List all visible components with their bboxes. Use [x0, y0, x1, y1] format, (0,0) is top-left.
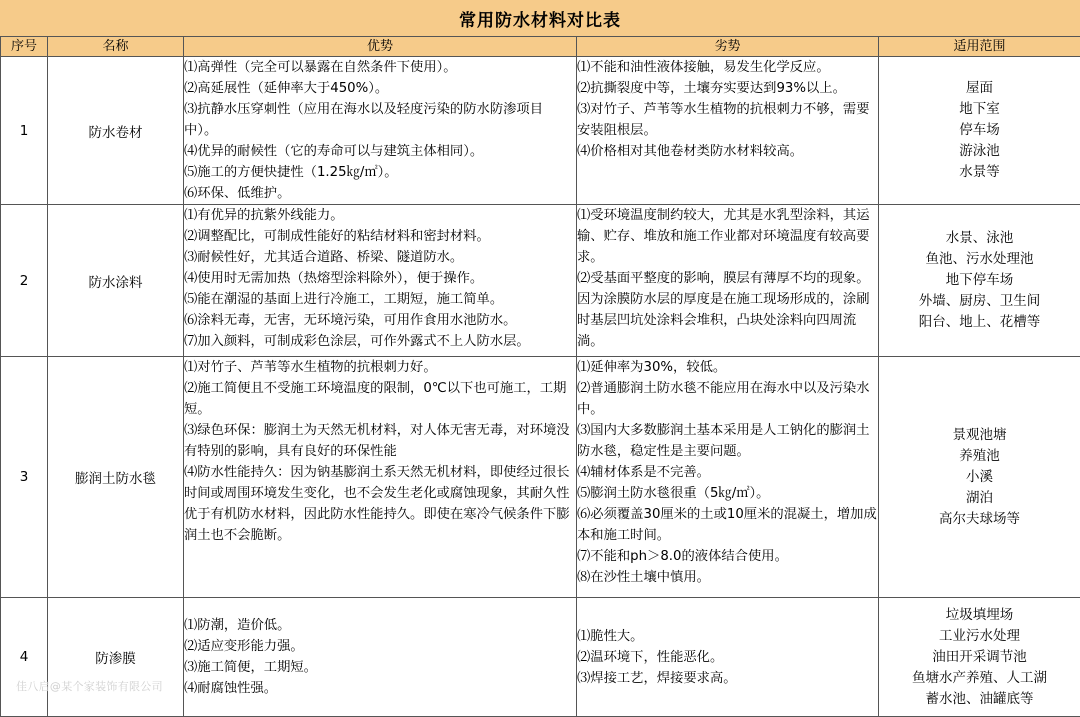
- advantages-cell: [184, 357, 577, 598]
- scope-item: 工业污水处理: [879, 626, 1080, 647]
- advantages-cell: [184, 598, 577, 717]
- table-row: [1, 357, 1080, 598]
- header-name: 名称: [48, 37, 184, 57]
- disadvantage-item: ⑴受环境温度制约较大，尤其是水乳型涂料，其运输、贮存、堆放和施工作业都对环境温度有较高要求。: [577, 205, 878, 268]
- advantage-item: ⑵适应变形能力强。: [184, 636, 576, 657]
- disadvantage-item: ⑹必须覆盖30厘米的土或10厘米的混凝土，增加成本和施工时间。: [577, 504, 878, 546]
- disadvantage-item: ⑵温环境下，性能恶化。: [577, 647, 878, 668]
- scope-item: 鱼池、污水处理池: [879, 249, 1080, 270]
- disadvantage-item: ⑵受基面平整度的影响，膜层有薄厚不均的现象。因为涂膜防水层的厚度是在施工现场形成的，涂刷时基层凹坑处涂料会堆积，凸块处涂料向四周流淌。: [577, 268, 878, 352]
- header-advantages: 优势: [184, 37, 577, 57]
- scope-item: 外墙、厨房、卫生间: [879, 291, 1080, 312]
- disadvantage-item: ⑴不能和油性液体接触，易发生化学反应。: [577, 57, 878, 78]
- advantage-item: ⑵施工简便且不受施工环境温度的限制，0℃以下也可施工，工期短。: [184, 378, 576, 420]
- material-name: 膨润土防水毯: [48, 357, 184, 598]
- disadvantage-item: ⑸膨润土防水毯很重（5㎏/㎡）。: [577, 483, 878, 504]
- advantage-item: ⑴防潮，造价低。: [184, 615, 576, 636]
- disadvantages-cell: [577, 57, 879, 205]
- advantage-item: ⑹涂料无毒，无害，无环境污染，可用作食用水池防水。: [184, 310, 576, 331]
- scope-cell: [879, 598, 1080, 717]
- advantage-item: ⑷使用时无需加热（热熔型涂料除外），便于操作。: [184, 268, 576, 289]
- advantages-cell: [184, 57, 577, 205]
- scope-cell: [879, 57, 1080, 205]
- scope-item: 蓄水池、油罐底等: [879, 689, 1080, 710]
- advantage-item: ⑺加入颜料，可制成彩色涂层，可作外露式不上人防水层。: [184, 331, 576, 352]
- scope-item: 垃圾填埋场: [879, 605, 1080, 626]
- watermark: 佳八启@某个家装饰有限公司: [16, 678, 163, 694]
- scope-item: 高尔夫球场等: [879, 509, 1080, 530]
- scope-item: 阳台、地上、花槽等: [879, 312, 1080, 333]
- advantage-item: ⑵高延展性（延伸率大于450%）。: [184, 78, 576, 99]
- advantage-item: ⑹环保、低维护。: [184, 183, 576, 204]
- advantage-item: ⑸能在潮湿的基面上进行冷施工，工期短，施工简单。: [184, 289, 576, 310]
- disadvantage-item: ⑴脆性大。: [577, 626, 878, 647]
- disadvantage-item: ⑷价格相对其他卷材类防水材料较高。: [577, 141, 878, 162]
- scope-cell: [879, 357, 1080, 598]
- advantage-item: ⑷耐腐蚀性强。: [184, 678, 576, 699]
- disadvantage-item: ⑶焊接工艺，焊接要求高。: [577, 668, 878, 689]
- advantage-item: ⑶施工简便，工期短。: [184, 657, 576, 678]
- row-number: 1: [1, 57, 48, 205]
- disadvantage-item: ⑷辅材体系是不完善。: [577, 462, 878, 483]
- disadvantage-item: ⑶对竹子、芦苇等水生植物的抗根刺力不够，需要安装阻根层。: [577, 99, 878, 141]
- advantage-item: ⑶绿色环保：膨润土为天然无机材料，对人体无害无毒，对环境没有特别的影响，具有良好的环保性能: [184, 420, 576, 462]
- disadvantages-cell: [577, 598, 879, 717]
- disadvantage-item: ⑵抗撕裂度中等，土壤夯实要达到93%以上。: [577, 78, 878, 99]
- table-row: [1, 205, 1080, 357]
- material-name: 防水涂料: [48, 205, 184, 357]
- disadvantages-cell: [577, 205, 879, 357]
- scope-item: 油田开采调节池: [879, 647, 1080, 668]
- advantage-item: ⑴有优异的抗紫外线能力。: [184, 205, 576, 226]
- scope-item: 地下室: [879, 99, 1080, 120]
- advantage-item: ⑶耐候性好，尤其适合道路、桥梁、隧道防水。: [184, 247, 576, 268]
- header-scope: 适用范围: [879, 37, 1080, 57]
- advantage-item: ⑴对竹子、芦苇等水生植物的抗根刺力好。: [184, 357, 576, 378]
- advantages-cell: [184, 205, 577, 357]
- disadvantage-item: ⑶国内大多数膨润土基本采用是人工钠化的膨润土防水毯，稳定性是主要问题。: [577, 420, 878, 462]
- header-no: 序号: [1, 37, 48, 57]
- material-name: 防水卷材: [48, 57, 184, 205]
- scope-item: 养殖池: [879, 446, 1080, 467]
- advantage-item: ⑵调整配比，可制成性能好的粘结材料和密封材料。: [184, 226, 576, 247]
- table-row: [1, 598, 1080, 717]
- scope-item: 水景等: [879, 162, 1080, 183]
- advantage-item: ⑷防水性能持久：因为钠基膨润土系天然无机材料，即使经过很长时间或周围环境发生变化，也不会发生老化或腐蚀现象，其耐久性优于有机防水材料，因此防水性能持久。即使在寒冷气候条件下膨润土也不会脆断。: [184, 462, 576, 546]
- scope-item: 鱼塘水产养殖、人工湖: [879, 668, 1080, 689]
- row-number: 3: [1, 357, 48, 598]
- scope-item: 湖泊: [879, 488, 1080, 509]
- table-body: [1, 57, 1080, 717]
- row-number: 4: [1, 598, 48, 717]
- scope-item: 地下停车场: [879, 270, 1080, 291]
- table-row: [1, 57, 1080, 205]
- advantage-item: ⑴高弹性（完全可以暴露在自然条件下使用）。: [184, 57, 576, 78]
- scope-item: 景观池塘: [879, 425, 1080, 446]
- disadvantage-item: ⑻在沙性土壤中慎用。: [577, 567, 878, 588]
- scope-item: 小溪: [879, 467, 1080, 488]
- scope-item: 游泳池: [879, 141, 1080, 162]
- table-title: 常用防水材料对比表: [0, 0, 1080, 37]
- advantage-item: ⑸施工的方便快捷性（1.25㎏/㎡）。: [184, 162, 576, 183]
- disadvantage-item: ⑵普通膨润土防水毯不能应用在海水中以及污染水中。: [577, 378, 878, 420]
- material-name: 防渗膜: [48, 598, 184, 717]
- disadvantage-item: ⑴延伸率为30%，较低。: [577, 357, 878, 378]
- row-number: 2: [1, 205, 48, 357]
- header-row: [1, 37, 1080, 57]
- advantage-item: ⑶抗静水压穿刺性（应用在海水以及轻度污染的防水防渗项目中）。: [184, 99, 576, 141]
- scope-item: 屋面: [879, 78, 1080, 99]
- disadvantages-cell: [577, 357, 879, 598]
- scope-cell: [879, 205, 1080, 357]
- comparison-table: [0, 36, 1080, 717]
- header-disadvantages: 劣势: [577, 37, 879, 57]
- scope-item: 停车场: [879, 120, 1080, 141]
- scope-item: 水景、泳池: [879, 228, 1080, 249]
- advantage-item: ⑷优异的耐候性（它的寿命可以与建筑主体相同）。: [184, 141, 576, 162]
- disadvantage-item: ⑺不能和ph＞8.0的液体结合使用。: [577, 546, 878, 567]
